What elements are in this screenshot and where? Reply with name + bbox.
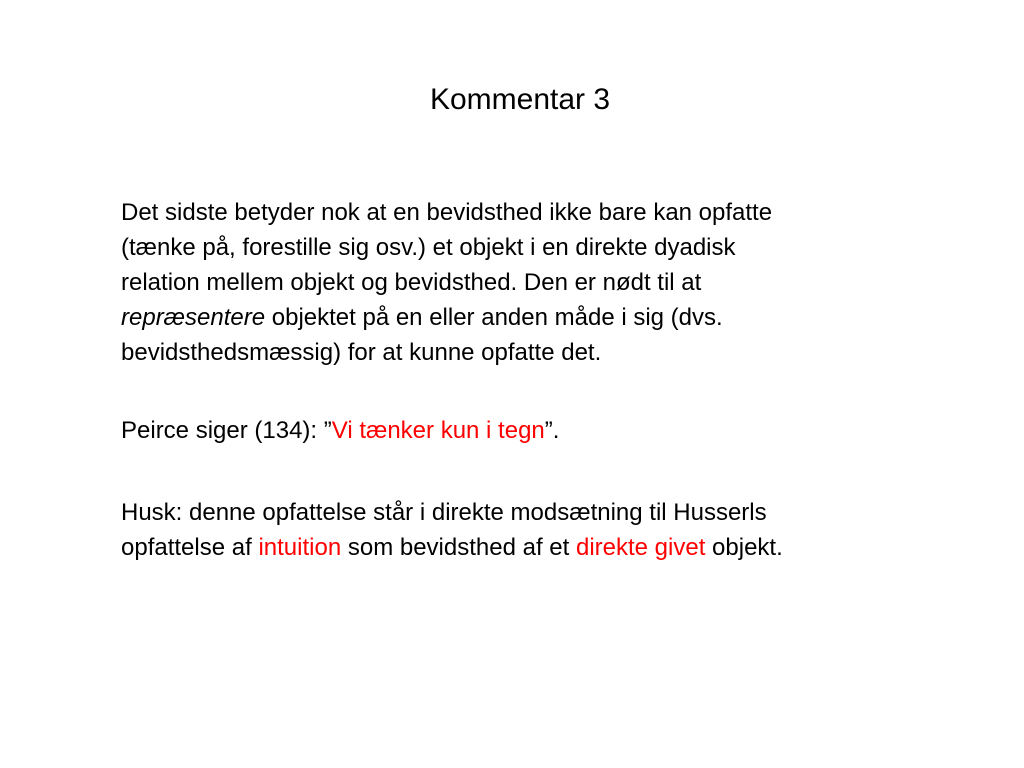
text-span: Peirce siger (134): ” bbox=[121, 417, 332, 444]
text-span: som bevidsthed af et bbox=[341, 534, 576, 561]
paragraph-representation bbox=[121, 195, 981, 370]
highlighted-term: direkte givet bbox=[575, 534, 706, 561]
text-span: objekt. bbox=[705, 534, 783, 561]
text-line bbox=[121, 530, 981, 565]
text-line: relation mellem objekt og bevidsthed. Den er nødt til at bbox=[121, 269, 702, 296]
paragraph-peirce-quote bbox=[121, 413, 981, 448]
text-span: opfattelse af bbox=[121, 534, 259, 561]
italic-term: repræsentere bbox=[121, 304, 266, 331]
slide-title: Kommentar 3 bbox=[429, 83, 611, 116]
text-span: objektet på en eller anden måde i sig (dvs. bbox=[265, 304, 723, 331]
paragraph-husserl bbox=[121, 495, 981, 565]
highlighted-term: intuition bbox=[258, 534, 342, 561]
text-line: Husk: denne opfattelse står i direkte modsætning til Husserls bbox=[121, 499, 767, 526]
highlighted-quote: Vi tænker kun i tegn bbox=[331, 417, 545, 444]
text-span: ”. bbox=[544, 417, 560, 444]
text-line: Det sidste betyder nok at en bevidsthed ikke bare kan opfatte bbox=[121, 199, 773, 226]
text-line bbox=[121, 300, 981, 335]
text-line: (tænke på, forestille sig osv.) et objekt i en direkte dyadisk bbox=[121, 234, 736, 261]
text-line: bevidsthedsmæssig) for at kunne opfatte det. bbox=[121, 339, 602, 366]
text-line bbox=[121, 413, 981, 448]
